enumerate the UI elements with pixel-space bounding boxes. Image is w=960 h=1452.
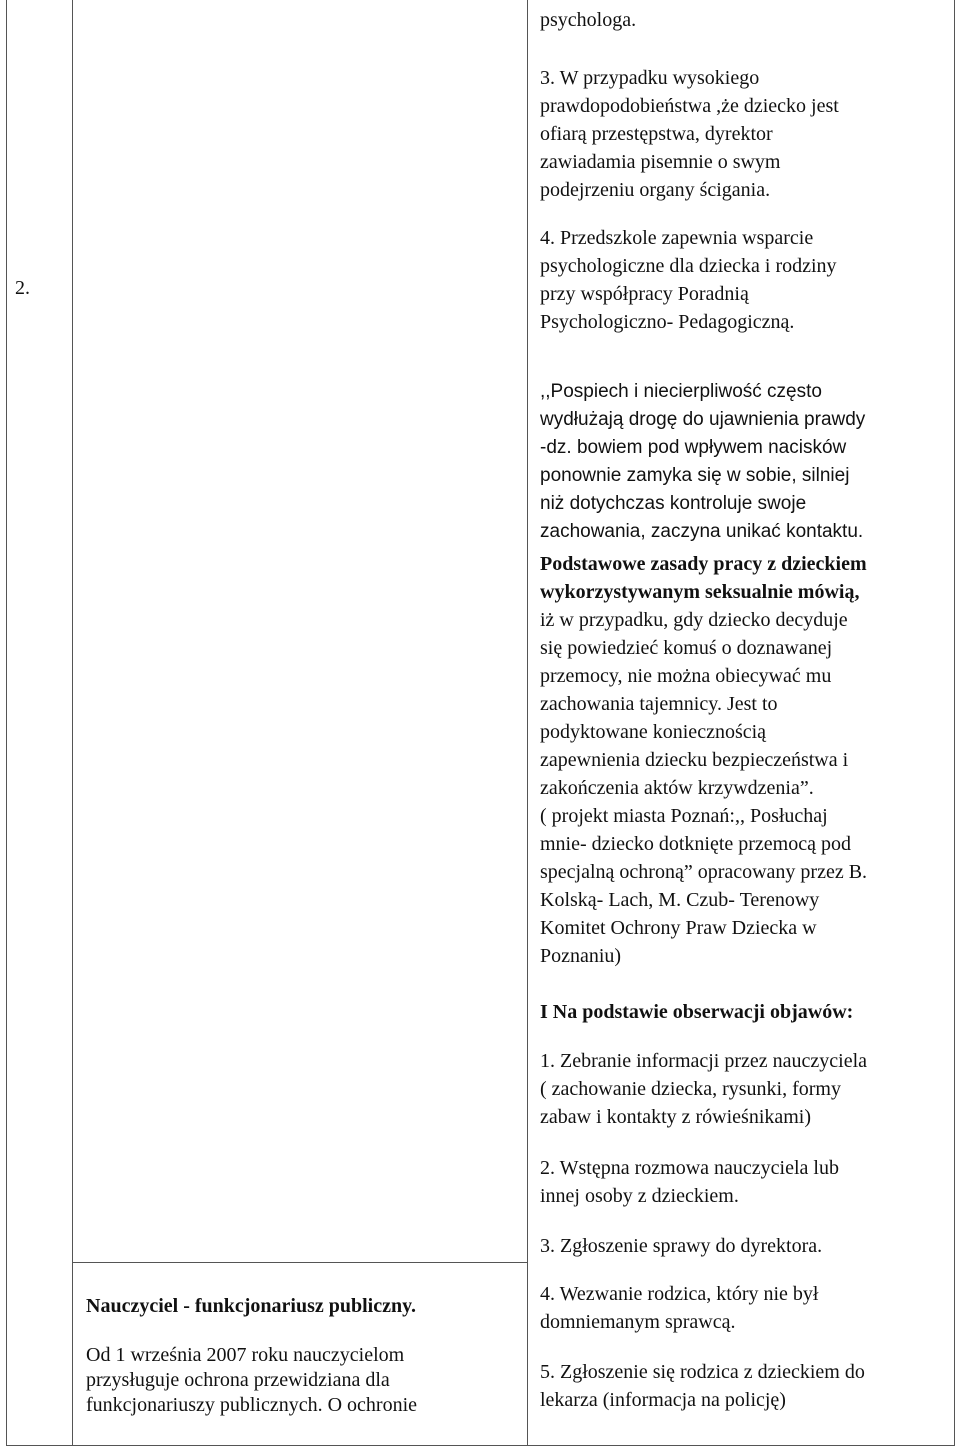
bold-line: Podstawowe zasady pracy z dzieckiem [540, 553, 867, 575]
row-number: 2. [15, 277, 30, 299]
text-line: zachowania tajemnicy. Jest to [540, 693, 778, 715]
text-line: 3. W przypadku wysokiego [540, 67, 760, 89]
text-line: podejrzeniu organy ścigania. [540, 179, 771, 201]
text-line: -dz. bowiem pod wpływem nacisków [540, 437, 847, 458]
text-line: zawiadamia pisemnie o swym [540, 151, 781, 173]
text-line: 1. Zebranie informacji przez nauczyciela [540, 1050, 868, 1072]
text-line: specjalną ochroną” opracowany przez B. [540, 861, 868, 883]
text-line: 4. Przedszkole zapewnia wsparcie [540, 227, 814, 249]
text-line: się powiedzieć komuś o doznawanej [540, 637, 833, 659]
text-line: psychologiczne dla dziecka i rodziny [540, 255, 837, 277]
quote-block [540, 378, 865, 546]
observation-step-3: 3. Zgłoszenie sprawy do dyrektora. [540, 1235, 823, 1257]
text-line: lekarza (informacja na policję) [540, 1389, 786, 1411]
text-line: zachowania, zaczyna unikać kontaktu. [540, 521, 864, 542]
observation-step-1 [540, 1047, 867, 1131]
text-line: 4. Wezwanie rodzica, który nie był [540, 1283, 819, 1305]
text-line: zabaw i kontakty z rówieśnikami) [540, 1106, 812, 1128]
table-border-col1 [72, 0, 73, 1446]
text-line: przemocy, nie można obiecywać mu [540, 665, 832, 687]
text-line: psychologa. [540, 9, 637, 31]
text-line: ,,Pospiech i niecierpliwość często [540, 381, 822, 402]
text-line: prawdopodobieństwa ,że dziecko jest [540, 95, 839, 117]
teacher-status-text [86, 1343, 417, 1418]
text-line: innej osoby z dzieckiem. [540, 1185, 739, 1207]
bold-line: wykorzystywanym seksualnie mówią, [540, 581, 860, 603]
text-line: zapewnienia dziecku bezpieczeństwa i [540, 749, 849, 771]
text-line: 2. Wstępna rozmowa nauczyciela lub [540, 1157, 839, 1179]
text-line: funkcjonariuszy publicznych. O ochronie [86, 1394, 418, 1416]
text-line: Poznaniu) [540, 945, 622, 967]
text-line: Komitet Ochrony Praw Dziecka w [540, 917, 817, 939]
text-line: ( zachowanie dziecka, rysunki, formy [540, 1078, 841, 1100]
text-line: przy współpracy Poradnią [540, 283, 749, 305]
text-line: przysługuje ochrona przewidziana dla [86, 1369, 390, 1391]
observation-step-2 [540, 1154, 839, 1210]
observation-heading: I Na podstawie obserwacji objawów: [540, 1001, 854, 1023]
text-line: 5. Zgłoszenie się rodzica z dzieckiem do [540, 1361, 865, 1383]
table-border-bottom [6, 1445, 955, 1446]
text-line: ofiarą przestępstwa, dyrektor [540, 123, 773, 145]
observation-step-4 [540, 1280, 818, 1336]
text-line: Kolską- Lach, M. Czub- Terenowy [540, 889, 820, 911]
text-line: ( projekt miasta Poznań:,, Posłuchaj [540, 805, 828, 827]
text-line: domniemanym sprawcą. [540, 1311, 736, 1333]
text-line: mnie- dziecko dotknięte przemocą pod [540, 833, 851, 855]
text-line: Od 1 września 2007 roku nauczycielom [86, 1344, 405, 1366]
table-border-left [6, 0, 7, 1446]
table-border-col2 [527, 0, 528, 1446]
text-line: zakończenia aktów krzywdzenia”. [540, 777, 814, 799]
row-divider [72, 1262, 528, 1263]
rules-block [540, 550, 867, 970]
table-border-right [954, 0, 955, 1446]
text-line: Psychologiczno- Pedagogiczną. [540, 311, 795, 333]
observation-step-5 [540, 1358, 865, 1414]
teacher-status-heading: Nauczyciel - funkcjonariusz publiczny. [86, 1295, 417, 1317]
text-line: wydłużają drogę do ujawnienia prawdy [540, 409, 866, 430]
text-line: ponownie zamyka się w sobie, silniej [540, 465, 850, 486]
text-line: podyktowane koniecznością [540, 721, 767, 743]
procedure-steps-top [540, 6, 839, 336]
text-line: iż w przypadku, gdy dziecko decyduje [540, 609, 848, 631]
text-line: niż dotychczas kontroluje swoje [540, 493, 807, 514]
